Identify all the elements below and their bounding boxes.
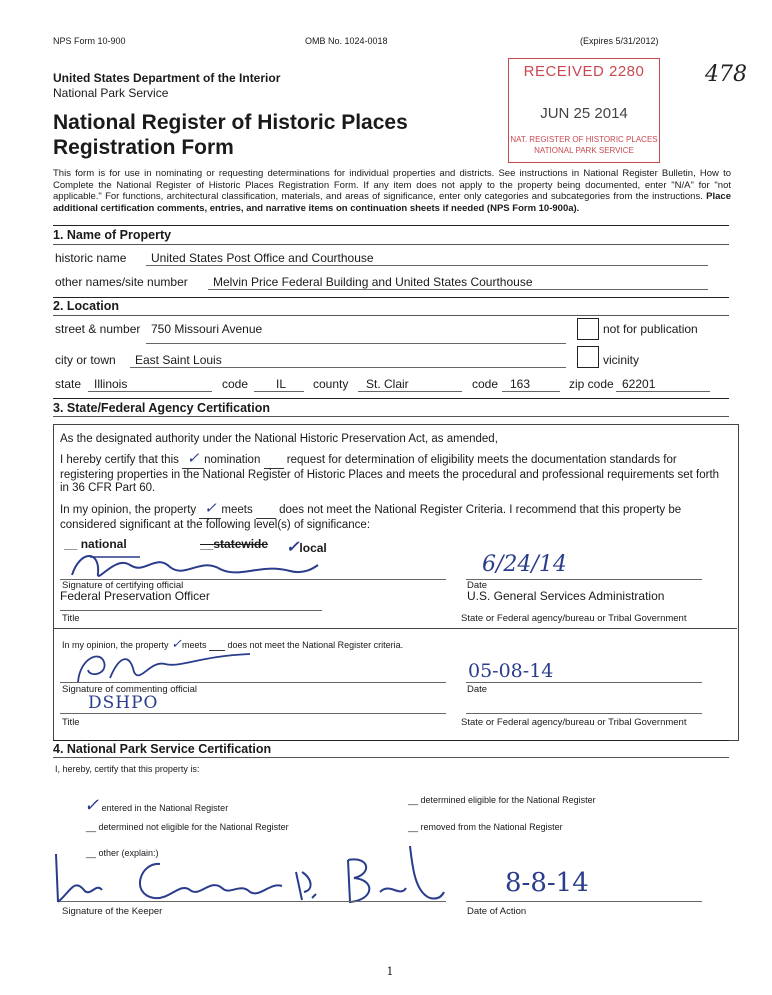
agency-line <box>466 713 702 714</box>
level-local-label: local <box>299 541 327 555</box>
level-national: __ national <box>64 537 127 551</box>
checkmark-icon: ✓ <box>286 537 300 556</box>
vicinity-checkbox[interactable] <box>577 346 599 368</box>
keeper-intro: I, hereby, certify that this property is: <box>55 764 200 774</box>
received-stamp <box>508 58 660 163</box>
meets-check <box>199 499 221 519</box>
section3-heading: 3. State/Federal Agency Certification <box>53 401 270 415</box>
opinion-rest: does not meet the National Register criteria. <box>227 640 404 650</box>
section-underline <box>53 315 729 316</box>
stamp-received: RECEIVED 2280 <box>523 63 645 80</box>
option-entered-label: entered in the National Register <box>101 803 229 813</box>
field-underline <box>130 367 566 368</box>
section-divider <box>53 225 729 226</box>
section1-heading: 1. Name of Property <box>53 228 172 242</box>
option-other-label: other (explain:) <box>98 848 159 858</box>
option-not-eligible-label: determined not eligible for the National Register <box>98 822 289 832</box>
field-underline <box>616 391 710 392</box>
cert-p3-start: In my opinion, the property <box>60 504 197 516</box>
option-removed: __ removed from the National Register <box>408 822 563 832</box>
zip-value[interactable]: 62201 <box>622 377 656 391</box>
section-divider <box>53 740 729 741</box>
certifying-date-label: Date <box>467 580 488 591</box>
title-line <box>60 610 322 611</box>
checkmark-icon: ✓ <box>171 637 182 652</box>
not-for-publication-label: not for publication <box>603 322 698 336</box>
expiration-date: (Expires 5/31/2012) <box>580 36 659 46</box>
commenting-date-label: Date <box>467 684 488 695</box>
historic-name-value[interactable]: United States Post Office and Courthouse <box>151 251 374 265</box>
level-statewide: __statewide <box>200 537 269 551</box>
intro-text: This form is for use in nominating or requesting determinations for individual properties and districts. See instructions in National Register Bulletin, How to Complete the National Register of Historic Places Registration Form. If any item does not apply to the property being documented, enter "N/A" for "not applicable." For functions, architectural classification, materials, and areas of significance, enter only categories and subcategories from the instructions. <box>53 168 731 202</box>
handwritten-number: 478 <box>705 62 747 87</box>
cert-p2-rest: request for determination of eligibility meets the documentation standards for registering properties in the National Register of Historic Places and meets the procedural and professional requirements set forth in 36 CFR Part 60. <box>60 454 720 494</box>
field-underline <box>146 343 566 344</box>
page-number: 1 <box>386 965 394 978</box>
city-value[interactable]: East Saint Louis <box>135 353 222 367</box>
subsection-divider <box>53 628 737 629</box>
cert-p3-meets: meets <box>221 504 253 516</box>
field-underline <box>358 391 462 392</box>
other-names-label: other names/site number <box>55 275 188 289</box>
option-removed-label: removed from the National Register <box>420 822 563 832</box>
nomination-check <box>182 449 204 469</box>
section-divider <box>53 398 729 399</box>
agency-line1: United States Department of the Interior <box>53 71 281 85</box>
cert-p2-nomination: nomination <box>204 454 261 466</box>
historic-name-label: historic name <box>55 251 127 265</box>
intro-bold-text: Place additional certification comments, entries, and narrative items on continuation sheets if needed (NPS Form 10-900a). <box>53 191 731 214</box>
title-line <box>60 713 446 714</box>
other-names-value[interactable]: Melvin Price Federal Building and United States Courthouse <box>213 275 533 289</box>
keeper-signature <box>50 842 445 910</box>
certifying-signature-label: Signature of certifying official <box>62 580 184 591</box>
request-blank <box>264 454 284 469</box>
intro-paragraph <box>53 168 731 214</box>
city-label: city or town <box>55 353 116 367</box>
state-code-label: code <box>222 377 249 391</box>
field-underline <box>146 265 708 266</box>
checkmark-icon: ✓ <box>84 795 100 816</box>
certifying-date-value: 6/24/14 <box>482 552 567 577</box>
option-not-eligible: __ determined not eligible for the National Register <box>86 822 289 832</box>
certifying-agency-label: State or Federal agency/bureau or Tribal Government <box>461 613 687 624</box>
page-title <box>53 110 408 160</box>
cert-paragraph-1: As the designated authority under the National Historic Preservation Act, as amended, <box>60 433 498 445</box>
opinion-meets: meets <box>181 640 207 650</box>
level-national-label: national <box>80 537 127 551</box>
state-code-value[interactable]: IL <box>276 377 287 391</box>
commenting-signature-label: Signature of commenting official <box>62 684 198 695</box>
option-other: __ other (explain:) <box>86 848 159 858</box>
certifying-title-value: Federal Preservation Officer <box>60 589 210 603</box>
certifying-agency-value: U.S. General Services Administration <box>467 589 665 603</box>
cert-p3-rest: does not meet the National Register Criteria. I recommend that this property be considered significant at the following level(s) of significance: <box>60 504 682 531</box>
commenting-title-label: Title <box>62 717 80 728</box>
section-underline <box>53 244 729 245</box>
county-code-value[interactable]: 163 <box>510 377 531 391</box>
title-line1: National Register of Historic Places <box>53 111 408 134</box>
date-line <box>466 579 702 580</box>
cert-paragraph-2 <box>60 449 726 496</box>
section2-heading: 2. Location <box>53 299 119 313</box>
agency-line2: National Park Service <box>53 86 169 100</box>
section-underline <box>53 757 729 758</box>
opinion-start: In my opinion, the property <box>62 640 169 650</box>
cert-paragraph-3 <box>60 499 726 532</box>
field-underline <box>502 391 560 392</box>
action-date-value: 8-8-14 <box>505 868 589 898</box>
vicinity-label: vicinity <box>603 353 640 367</box>
title-line2: Registration Form <box>53 136 234 159</box>
stamp-office2: NATIONAL PARK SERVICE <box>534 146 634 155</box>
stamp-date: JUN 25 2014 <box>540 105 628 122</box>
certifying-title-label: Title <box>62 613 80 624</box>
option-entered <box>84 795 228 816</box>
section-underline <box>53 416 729 417</box>
commenting-agency-label: State or Federal agency/bureau or Tribal Government <box>461 717 687 728</box>
street-label: street & number <box>55 322 141 336</box>
stamp-office1: NAT. REGISTER OF HISTORIC PLACES <box>510 135 658 144</box>
date-line <box>466 901 702 902</box>
keeper-signature-label: Signature of the Keeper <box>62 906 163 917</box>
signature-line <box>60 901 446 902</box>
field-underline <box>88 391 212 392</box>
zip-label: zip code <box>569 377 614 391</box>
not-meet-blank <box>256 504 276 519</box>
section-divider <box>53 297 729 298</box>
omb-number: OMB No. 1024-0018 <box>305 36 388 46</box>
county-code-label: code <box>472 377 499 391</box>
option-eligible-label: determined eligible for the National Register <box>420 795 596 805</box>
field-underline <box>254 391 304 392</box>
county-value[interactable]: St. Clair <box>366 377 409 391</box>
not-for-publication-checkbox[interactable] <box>577 318 599 340</box>
state-value[interactable]: Illinois <box>94 377 128 391</box>
cert-p2-start: I hereby certify that this <box>60 454 179 466</box>
field-underline <box>208 289 708 290</box>
action-date-label: Date of Action <box>467 906 527 917</box>
date-line <box>466 682 702 683</box>
signature-line <box>60 682 446 683</box>
option-eligible: __ determined eligible for the National Register <box>408 795 596 805</box>
checkmark-icon: ✓ <box>204 499 217 517</box>
commenting-date-value: 05-08-14 <box>468 660 554 682</box>
form-number: NPS Form 10-900 <box>53 36 126 46</box>
state-label: state <box>55 377 82 391</box>
county-label: county <box>313 377 349 391</box>
section4-heading: 4. National Park Service Certification <box>53 742 272 756</box>
commenting-title-value: DSHPO <box>88 693 159 713</box>
street-value[interactable]: 750 Missouri Avenue <box>151 322 263 336</box>
checkmark-icon: ✓ <box>186 449 200 467</box>
level-statewide-label: statewide <box>213 537 269 551</box>
